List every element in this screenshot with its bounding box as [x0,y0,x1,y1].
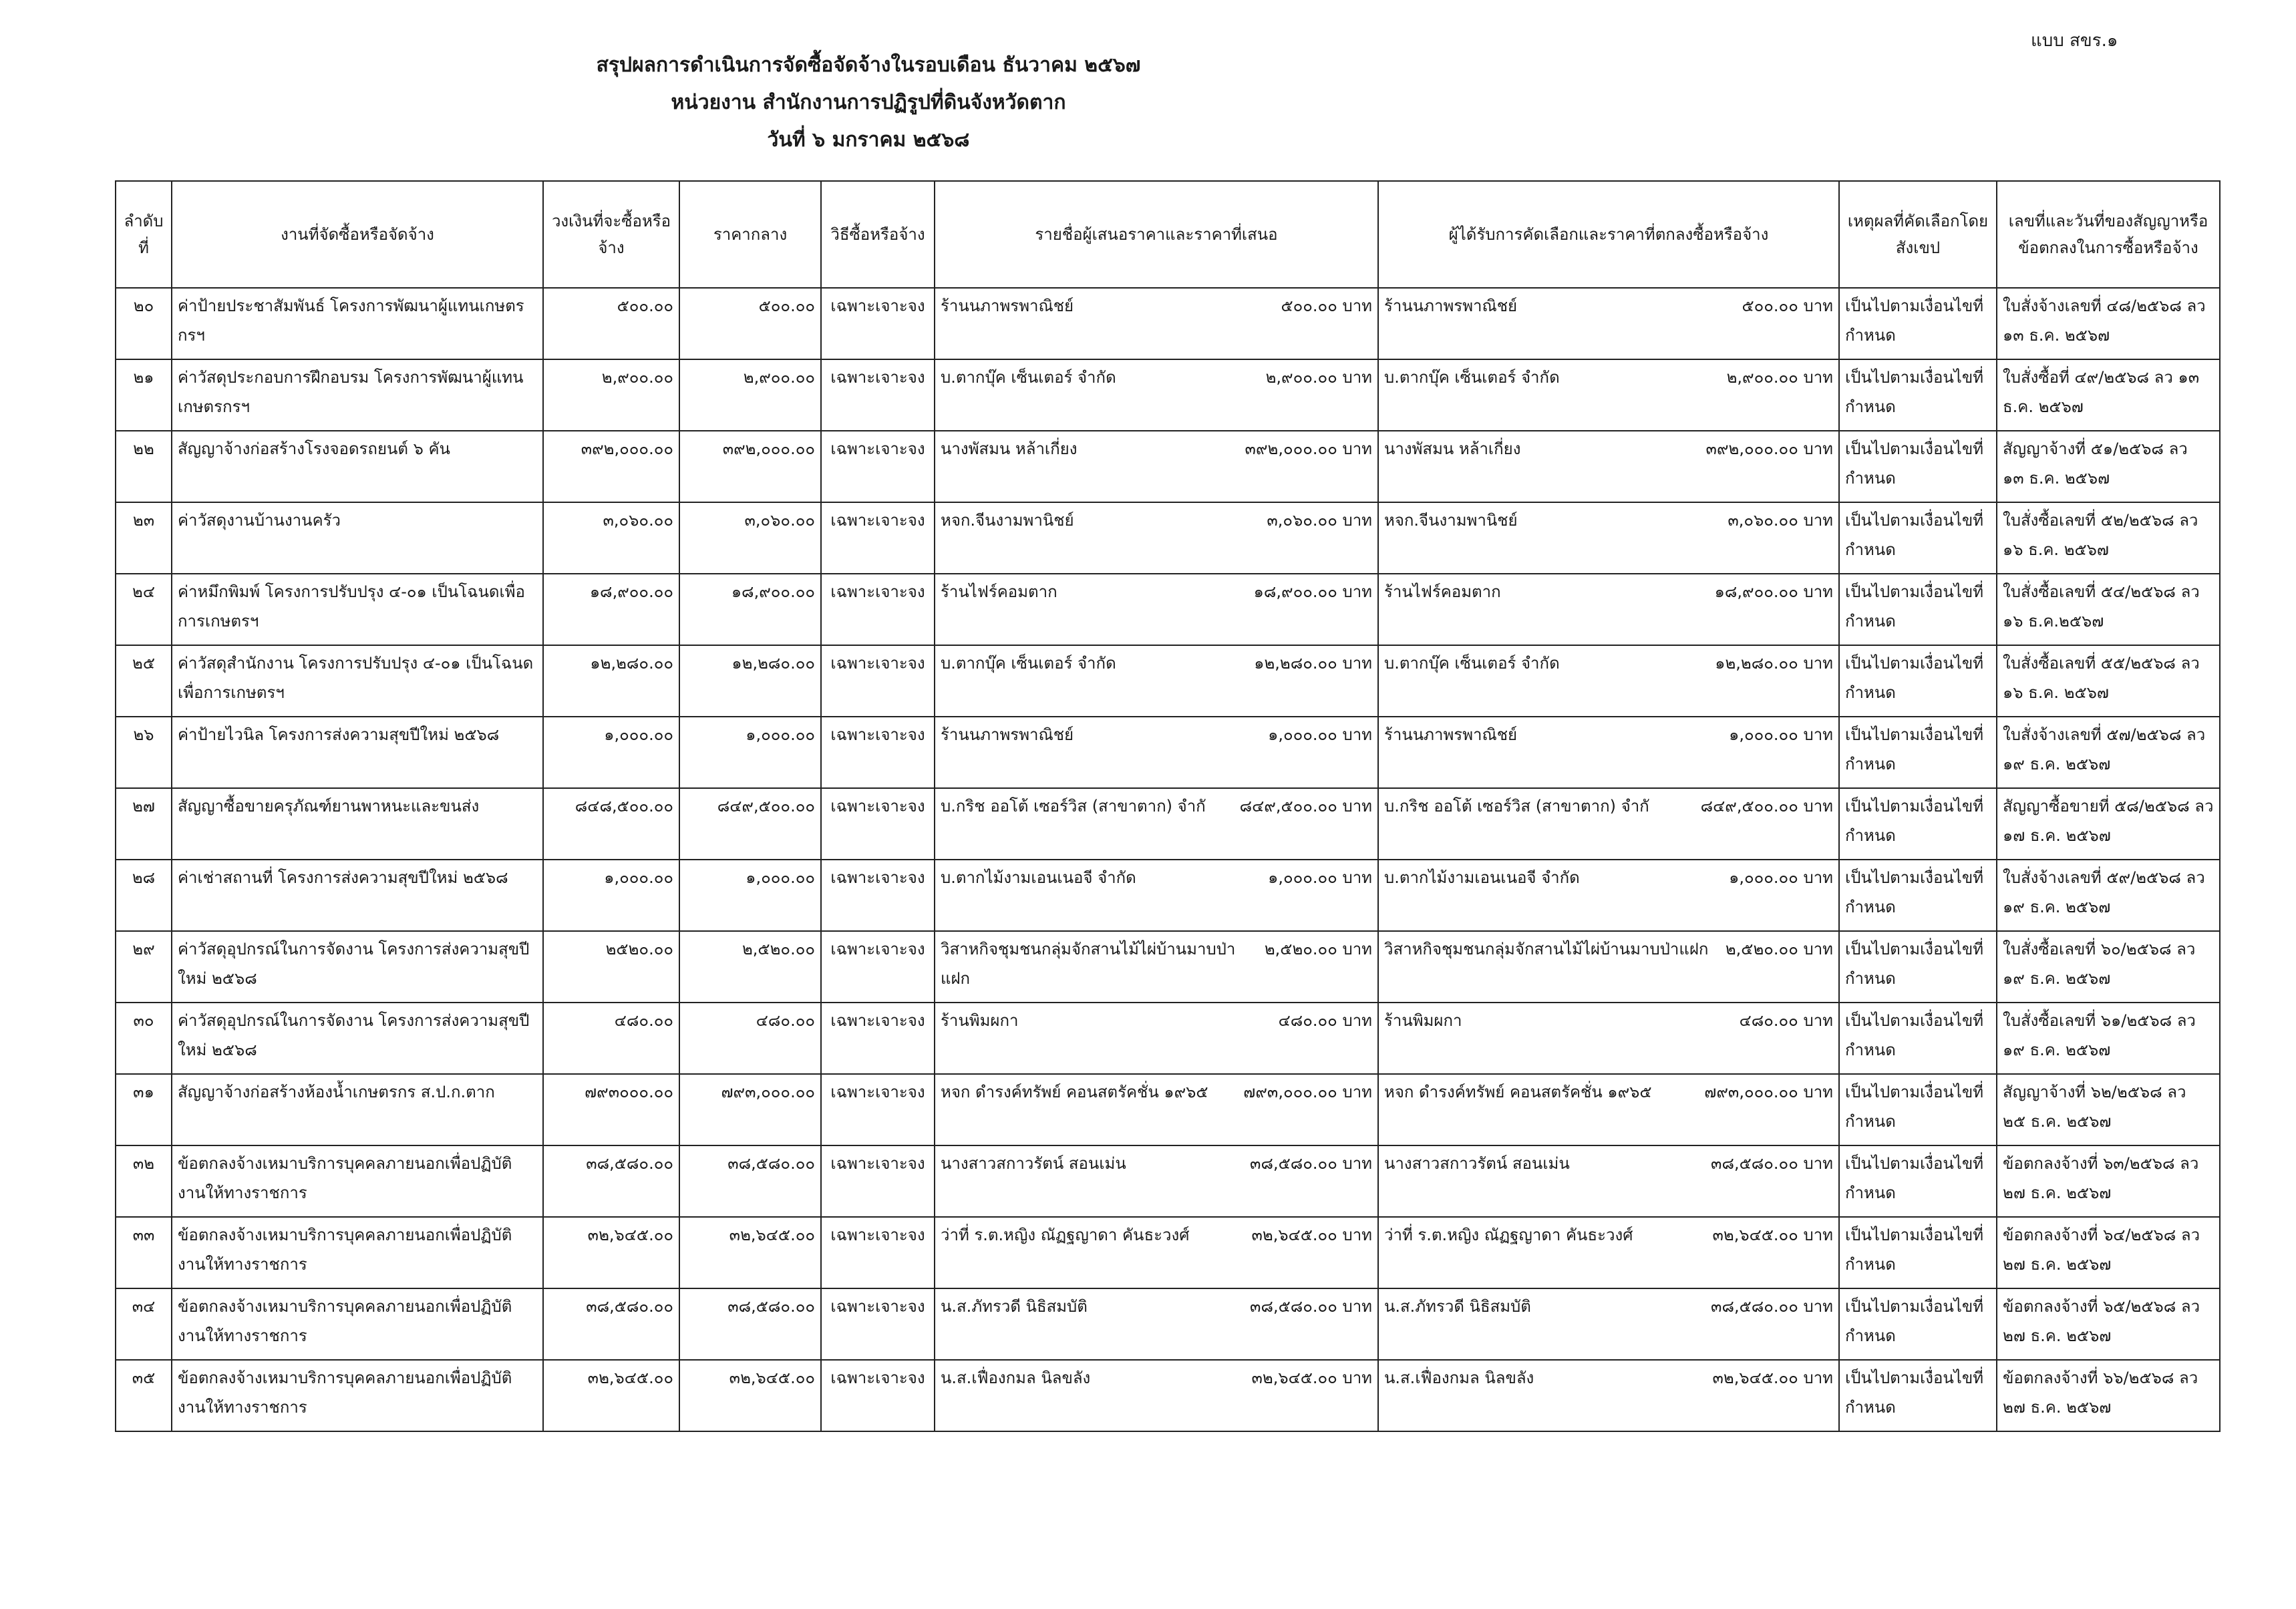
cell-winner [1378,288,1839,359]
winning-amount: ๓,๐๖๐.๐๐ บาท [1728,511,1833,530]
cell-bidder [935,1288,1378,1360]
cell-bidder [935,359,1378,431]
cell-reason: เป็นไปตามเงื่อนไขที่กำหนด [1839,1003,1997,1074]
cell-budget: ๓๒,๖๔๕.๐๐ [543,1360,679,1431]
cell-task: สัญญาซื้อขายครุภัณฑ์ยานพาหนะและขนส่ง [172,788,543,860]
bid-amount: ๓,๐๖๐.๐๐ บาท [1267,511,1372,530]
col-header-no: ลำดับที่ [116,181,172,288]
cell-method: เฉพาะเจาะจง [821,931,935,1003]
cell-budget: ๑,๐๐๐.๐๐ [543,860,679,931]
form-code: แบบ สขร.๑ [2031,31,2118,51]
cell-no: ๓๓ [116,1217,172,1288]
cell-method: เฉพาะเจาะจง [821,574,935,645]
col-header-winner: ผู้ได้รับการคัดเลือกและราคาที่ตกลงซื้อหรือจ้าง [1378,181,1839,288]
bid-amount: ๑๘,๙๐๐.๐๐ บาท [1253,582,1372,601]
cell-winner [1378,788,1839,860]
cell-median-price: ๓๒,๖๔๕.๐๐ [679,1217,821,1288]
table-row [116,574,2220,645]
cell-no: ๓๕ [116,1360,172,1431]
cell-reason: เป็นไปตามเงื่อนไขที่กำหนด [1839,1360,1997,1431]
cell-no: ๓๑ [116,1074,172,1145]
table-row [116,1003,2220,1074]
cell-bidder [935,645,1378,717]
bidder-name: หจก ดำรงค์ทรัพย์ คอนสตรัคชั่น ๑๙๖๕ [941,1083,1208,1101]
cell-contract: ใบสั่งซื้อเลขที่ ๖๑/๒๕๖๘ ลว ๑๙ ธ.ค. ๒๕๖๗ [1997,1003,2220,1074]
cell-winner [1378,1074,1839,1145]
cell-bidder [935,717,1378,788]
table-row [116,1217,2220,1288]
cell-median-price: ๑,๐๐๐.๐๐ [679,860,821,931]
cell-median-price: ๓๙๒,๐๐๐.๐๐ [679,431,821,502]
cell-reason: เป็นไปตามเงื่อนไขที่กำหนด [1839,1074,1997,1145]
winner-name: บ.ตากบุ๊ค เซ็นเตอร์ จำกัด [1384,368,1560,387]
table-row [116,645,2220,717]
cell-winner [1378,1217,1839,1288]
cell-method: เฉพาะเจาะจง [821,1360,935,1431]
cell-winner [1378,1360,1839,1431]
cell-task: ค่าป้ายไวนิล โครงการส่งความสุขปีใหม่ ๒๕๖๘ [172,717,543,788]
cell-method: เฉพาะเจาะจง [821,359,935,431]
bid-amount: ๗๙๓,๐๐๐.๐๐ บาท [1243,1083,1372,1101]
cell-bidder [935,931,1378,1003]
bidder-name: บ.ตากบุ๊ค เซ็นเตอร์ จำกัด [941,368,1116,387]
table-row [116,431,2220,502]
cell-bidder [935,860,1378,931]
cell-method: เฉพาะเจาะจง [821,288,935,359]
cell-reason: เป็นไปตามเงื่อนไขที่กำหนด [1839,931,1997,1003]
cell-median-price: ๓,๐๖๐.๐๐ [679,502,821,574]
cell-no: ๒๔ [116,574,172,645]
table-body [116,288,2220,1431]
cell-median-price: ๒,๕๒๐.๐๐ [679,931,821,1003]
winner-name: น.ส.ภัทรวดี นิธิสมบัติ [1384,1297,1531,1316]
cell-no: ๒๐ [116,288,172,359]
cell-winner [1378,431,1839,502]
bidder-name: ว่าที่ ร.ต.หญิง ณัฏฐญาดา คันธะวงศ์ [941,1226,1190,1244]
cell-reason: เป็นไปตามเงื่อนไขที่กำหนด [1839,1217,1997,1288]
cell-task: ข้อตกลงจ้างเหมาบริการบุคคลภายนอกเพื่อปฏิบัติงานให้ทางราชการ [172,1288,543,1360]
cell-reason: เป็นไปตามเงื่อนไขที่กำหนด [1839,574,1997,645]
cell-method: เฉพาะเจาะจง [821,431,935,502]
cell-no: ๓๐ [116,1003,172,1074]
cell-task: สัญญาจ้างก่อสร้างโรงจอดรถยนต์ ๖ คัน [172,431,543,502]
cell-method: เฉพาะเจาะจง [821,717,935,788]
winning-amount: ๑๒,๒๘๐.๐๐ บาท [1715,654,1833,673]
cell-budget: ๑๒,๒๘๐.๐๐ [543,645,679,717]
document-header [0,47,1737,159]
bidder-name: วิสาหกิจชุมชนกลุ่มจักสานไม้ไผ่บ้านมาบป่าแฝก [941,940,1236,988]
cell-reason: เป็นไปตามเงื่อนไขที่กำหนด [1839,717,1997,788]
cell-bidder [935,1003,1378,1074]
cell-median-price: ๓๒,๖๔๕.๐๐ [679,1360,821,1431]
cell-reason: เป็นไปตามเงื่อนไขที่กำหนด [1839,431,1997,502]
winning-amount: ๓๒,๖๔๕.๐๐ บาท [1712,1369,1833,1387]
cell-reason: เป็นไปตามเงื่อนไขที่กำหนด [1839,288,1997,359]
winner-name: วิสาหกิจชุมชนกลุ่มจักสานไม้ไผ่บ้านมาบป่าแฝก [1384,940,1709,958]
cell-reason: เป็นไปตามเงื่อนไขที่กำหนด [1839,1145,1997,1217]
cell-no: ๒๖ [116,717,172,788]
cell-bidder [935,1360,1378,1431]
cell-bidder [935,1145,1378,1217]
cell-budget: ๘๔๘,๕๐๐.๐๐ [543,788,679,860]
table-row [116,1288,2220,1360]
cell-median-price: ๑๒,๒๘๐.๐๐ [679,645,821,717]
cell-contract: สัญญาจ้างที่ ๖๒/๒๕๖๘ ลว ๒๕ ธ.ค. ๒๕๖๗ [1997,1074,2220,1145]
bidder-name: ร้านไฟร์คอมตาก [941,582,1057,601]
bid-amount: ๒,๕๒๐.๐๐ บาท [1264,940,1372,958]
table-row [116,1074,2220,1145]
winning-amount: ๓๘,๕๘๐.๐๐ บาท [1711,1154,1833,1173]
cell-median-price: ๓๘,๕๘๐.๐๐ [679,1288,821,1360]
table-header-row [116,181,2220,288]
cell-contract: ใบสั่งจ้างเลขที่ ๕๗/๒๕๖๘ ลว ๑๙ ธ.ค. ๒๕๖๗ [1997,717,2220,788]
cell-budget: ๑๘,๙๐๐.๐๐ [543,574,679,645]
cell-winner [1378,574,1839,645]
cell-contract: ใบสั่งซื้อที่ ๔๙/๒๕๖๘ ลว ๑๓ ธ.ค. ๒๕๖๗ [1997,359,2220,431]
cell-no: ๒๙ [116,931,172,1003]
cell-contract: ใบสั่งจ้างเลขที่ ๔๘/๒๕๖๘ ลว ๑๓ ธ.ค. ๒๕๖๗ [1997,288,2220,359]
cell-budget: ๒๕๒๐.๐๐ [543,931,679,1003]
winner-name: ร้านไฟร์คอมตาก [1384,582,1501,601]
bid-amount: ๓๒,๖๔๕.๐๐ บาท [1251,1369,1372,1387]
cell-method: เฉพาะเจาะจง [821,1003,935,1074]
cell-winner [1378,717,1839,788]
cell-winner [1378,1003,1839,1074]
cell-reason: เป็นไปตามเงื่อนไขที่กำหนด [1839,788,1997,860]
col-header-bidders: รายชื่อผู้เสนอราคาและราคาที่เสนอ [935,181,1378,288]
cell-reason: เป็นไปตามเงื่อนไขที่กำหนด [1839,1288,1997,1360]
cell-contract: ใบสั่งซื้อเลขที่ ๖๐/๒๕๖๘ ลว ๑๙ ธ.ค. ๒๕๖๗ [1997,931,2220,1003]
cell-task: ข้อตกลงจ้างเหมาบริการบุคคลภายนอกเพื่อปฏิบัติงานให้ทางราชการ [172,1217,543,1288]
winning-amount: ๒,๕๒๐.๐๐ บาท [1725,940,1833,958]
cell-contract: สัญญาซื้อขายที่ ๕๘/๒๕๖๘ ลว ๑๗ ธ.ค. ๒๕๖๗ [1997,788,2220,860]
winning-amount: ๕๐๐.๐๐ บาท [1742,297,1833,315]
winner-name: นางพัสมน หล้าเกี่ยง [1384,439,1521,458]
cell-no: ๒๒ [116,431,172,502]
winning-amount: ๘๔๙,๕๐๐.๐๐ บาท [1700,797,1833,816]
cell-contract: ข้อตกลงจ้างที่ ๖๕/๒๕๖๘ ลว ๒๗ ธ.ค. ๒๕๖๗ [1997,1288,2220,1360]
cell-no: ๓๒ [116,1145,172,1217]
bidder-name: ร้านนภาพรพาณิชย์ [941,725,1074,744]
bid-amount: ๔๘๐.๐๐ บาท [1278,1011,1372,1030]
cell-contract: ใบสั่งซื้อเลขที่ ๕๒/๒๕๖๘ ลว ๑๖ ธ.ค. ๒๕๖๗ [1997,502,2220,574]
table-row [116,788,2220,860]
cell-budget: ๕๐๐.๐๐ [543,288,679,359]
cell-bidder [935,574,1378,645]
cell-task: ค่าหมึกพิมพ์ โครงการปรับปรุง ๔-๐๑ เป็นโฉนดเพื่อการเกษตรฯ [172,574,543,645]
bid-amount: ๘๔๙,๕๐๐.๐๐ บาท [1239,797,1372,816]
cell-contract: สัญญาจ้างที่ ๕๑/๒๕๖๘ ลว ๑๓ ธ.ค. ๒๕๖๗ [1997,431,2220,502]
bid-amount: ๑,๐๐๐.๐๐ บาท [1268,868,1372,887]
table-row [116,860,2220,931]
cell-median-price: ๕๐๐.๐๐ [679,288,821,359]
cell-no: ๒๗ [116,788,172,860]
bid-amount: ๓๘,๕๘๐.๐๐ บาท [1250,1297,1372,1316]
cell-budget: ๓๘,๕๘๐.๐๐ [543,1145,679,1217]
col-header-contract: เลขที่และวันที่ของสัญญาหรือข้อตกลงในการซื้อหรือจ้าง [1997,181,2220,288]
report-title: สรุปผลการดำเนินการจัดซื้อจัดจ้างในรอบเดือน ธันวาคม ๒๕๖๗ [596,53,1141,77]
winning-amount: ๗๙๓,๐๐๐.๐๐ บาท [1704,1083,1833,1101]
cell-budget: ๔๘๐.๐๐ [543,1003,679,1074]
cell-winner [1378,1288,1839,1360]
cell-winner [1378,931,1839,1003]
cell-contract: ข้อตกลงจ้างที่ ๖๖/๒๕๖๘ ลว ๒๗ ธ.ค. ๒๕๖๗ [1997,1360,2220,1431]
col-header-reason: เหตุผลที่คัดเลือกโดยสังเขป [1839,181,1997,288]
winner-name: บ.ตากบุ๊ค เซ็นเตอร์ จำกัด [1384,654,1560,673]
cell-task: ค่าวัสดุงานบ้านงานครัว [172,502,543,574]
winner-name: ร้านนภาพรพาณิชย์ [1384,725,1518,744]
winning-amount: ๓๒,๖๔๕.๐๐ บาท [1712,1226,1833,1244]
cell-no: ๒๓ [116,502,172,574]
winning-amount: ๑๘,๙๐๐.๐๐ บาท [1714,582,1833,601]
cell-reason: เป็นไปตามเงื่อนไขที่กำหนด [1839,502,1997,574]
cell-method: เฉพาะเจาะจง [821,502,935,574]
col-header-method: วิธีซื้อหรือจ้าง [821,181,935,288]
cell-task: ค่าป้ายประชาสัมพันธ์ โครงการพัฒนาผู้แทนเกษตรกรฯ [172,288,543,359]
cell-median-price: ๒,๙๐๐.๐๐ [679,359,821,431]
cell-bidder [935,431,1378,502]
cell-method: เฉพาะเจาะจง [821,788,935,860]
cell-method: เฉพาะเจาะจง [821,1074,935,1145]
cell-reason: เป็นไปตามเงื่อนไขที่กำหนด [1839,359,1997,431]
bid-amount: ๓๘,๕๘๐.๐๐ บาท [1250,1154,1372,1173]
cell-no: ๒๕ [116,645,172,717]
cell-median-price: ๑,๐๐๐.๐๐ [679,717,821,788]
bidder-name: ร้านนภาพรพาณิชย์ [941,297,1074,315]
cell-task: ค่าวัสดุสำนักงาน โครงการปรับปรุง ๔-๐๑ เป็นโฉนดเพื่อการเกษตรฯ [172,645,543,717]
table-row [116,359,2220,431]
winning-amount: ๑,๐๐๐.๐๐ บาท [1729,725,1833,744]
bidder-name: บ.ตากไม้งามเอนเนอจี จำกัด [941,868,1136,887]
cell-bidder [935,1074,1378,1145]
winner-name: น.ส.เฟื่องกมล นิลขลัง [1384,1369,1534,1387]
table-row [116,1360,2220,1431]
winning-amount: ๒,๙๐๐.๐๐ บาท [1726,368,1833,387]
cell-winner [1378,502,1839,574]
bidder-name: บ.กริช ออโต้ เซอร์วิส (สาขาตาก) จำกั [941,797,1206,816]
cell-budget: ๓๒,๖๔๕.๐๐ [543,1217,679,1288]
winning-amount: ๓๙๒,๐๐๐.๐๐ บาท [1705,439,1833,458]
cell-reason: เป็นไปตามเงื่อนไขที่กำหนด [1839,645,1997,717]
col-header-task: งานที่จัดซื้อหรือจัดจ้าง [172,181,543,288]
col-header-budget: วงเงินที่จะซื้อหรือจ้าง [543,181,679,288]
cell-method: เฉพาะเจาะจง [821,645,935,717]
cell-bidder [935,502,1378,574]
cell-contract: ใบสั่งซื้อเลขที่ ๕๕/๒๕๖๘ ลว ๑๖ ธ.ค. ๒๕๖๗ [1997,645,2220,717]
cell-budget: ๑,๐๐๐.๐๐ [543,717,679,788]
cell-contract: ข้อตกลงจ้างที่ ๖๓/๒๕๖๘ ลว ๒๗ ธ.ค. ๒๕๖๗ [1997,1145,2220,1217]
cell-task: ค่าเช่าสถานที่ โครงการส่งความสุขปีใหม่ ๒๕๖๘ [172,860,543,931]
cell-budget: ๗๙๓๐๐๐.๐๐ [543,1074,679,1145]
bid-amount: ๕๐๐.๐๐ บาท [1281,297,1372,315]
cell-winner [1378,359,1839,431]
winning-amount: ๔๘๐.๐๐ บาท [1739,1011,1833,1030]
cell-reason: เป็นไปตามเงื่อนไขที่กำหนด [1839,860,1997,931]
winning-amount: ๑,๐๐๐.๐๐ บาท [1729,868,1833,887]
cell-method: เฉพาะเจาะจง [821,1145,935,1217]
cell-method: เฉพาะเจาะจง [821,1288,935,1360]
cell-budget: ๓,๐๖๐.๐๐ [543,502,679,574]
bidder-name: นางสาวสกาวรัตน์ สอนเม่น [941,1154,1126,1173]
winner-name: ว่าที่ ร.ต.หญิง ณัฏฐญาดา คันธะวงศ์ [1384,1226,1633,1244]
winner-name: นางสาวสกาวรัตน์ สอนเม่น [1384,1154,1570,1173]
bid-amount: ๓๙๒,๐๐๐.๐๐ บาท [1245,439,1372,458]
cell-budget: ๓๙๒,๐๐๐.๐๐ [543,431,679,502]
cell-budget: ๒,๙๐๐.๐๐ [543,359,679,431]
cell-no: ๒๑ [116,359,172,431]
table-row [116,931,2220,1003]
cell-task: ค่าวัสดุอุปกรณ์ในการจัดงาน โครงการส่งความสุขปีใหม่ ๒๕๖๘ [172,1003,543,1074]
cell-no: ๓๔ [116,1288,172,1360]
cell-winner [1378,645,1839,717]
cell-winner [1378,860,1839,931]
report-date: วันที่ ๖ มกราคม ๒๕๖๘ [767,128,970,152]
cell-task: ข้อตกลงจ้างเหมาบริการบุคคลภายนอกเพื่อปฏิบัติงานให้ทางราชการ [172,1360,543,1431]
agency-line: หน่วยงาน สำนักงานการปฏิรูปที่ดินจังหวัดตาก [671,91,1066,114]
cell-task: ข้อตกลงจ้างเหมาบริการบุคคลภายนอกเพื่อปฏิบัติงานให้ทางราชการ [172,1145,543,1217]
bidder-name: น.ส.เฟื่องกมล นิลขลัง [941,1369,1091,1387]
winner-name: บ.กริช ออโต้ เซอร์วิส (สาขาตาก) จำกั [1384,797,1649,816]
winner-name: หจก ดำรงค์ทรัพย์ คอนสตรัคชั่น ๑๙๖๕ [1384,1083,1652,1101]
cell-task: ค่าวัสดุอุปกรณ์ในการจัดงาน โครงการส่งความสุขปีใหม่ ๒๕๖๘ [172,931,543,1003]
table-row [116,288,2220,359]
cell-median-price: ๔๘๐.๐๐ [679,1003,821,1074]
winner-name: หจก.จีนงามพานิชย์ [1384,511,1518,530]
table-row [116,502,2220,574]
bidder-name: หจก.จีนงามพานิชย์ [941,511,1074,530]
bid-amount: ๑,๐๐๐.๐๐ บาท [1268,725,1372,744]
cell-contract: ใบสั่งจ้างเลขที่ ๕๙/๒๕๖๘ ลว ๑๙ ธ.ค. ๒๕๖๗ [1997,860,2220,931]
cell-contract: ใบสั่งซื้อเลขที่ ๕๔/๒๕๖๘ ลว ๑๖ ธ.ค.๒๕๖๗ [1997,574,2220,645]
bidder-name: นางพัสมน หล้าเกี่ยง [941,439,1078,458]
cell-no: ๒๘ [116,860,172,931]
procurement-table [115,180,2221,1432]
bid-amount: ๓๒,๖๔๕.๐๐ บาท [1251,1226,1372,1244]
bidder-name: ร้านพิมผกา [941,1011,1019,1030]
bidder-name: บ.ตากบุ๊ค เซ็นเตอร์ จำกัด [941,654,1116,673]
cell-median-price: ๗๙๓,๐๐๐.๐๐ [679,1074,821,1145]
cell-bidder [935,288,1378,359]
table-row [116,1145,2220,1217]
bid-amount: ๒,๙๐๐.๐๐ บาท [1265,368,1372,387]
winner-name: ร้านนภาพรพาณิชย์ [1384,297,1518,315]
cell-bidder [935,1217,1378,1288]
col-header-median-price: ราคากลาง [679,181,821,288]
winner-name: ร้านพิมผกา [1384,1011,1462,1030]
winner-name: บ.ตากไม้งามเอนเนอจี จำกัด [1384,868,1580,887]
winning-amount: ๓๘,๕๘๐.๐๐ บาท [1711,1297,1833,1316]
cell-budget: ๓๘,๕๘๐.๐๐ [543,1288,679,1360]
cell-median-price: ๘๔๙,๕๐๐.๐๐ [679,788,821,860]
cell-method: เฉพาะเจาะจง [821,860,935,931]
cell-median-price: ๑๘,๙๐๐.๐๐ [679,574,821,645]
cell-median-price: ๓๘,๕๘๐.๐๐ [679,1145,821,1217]
bid-amount: ๑๒,๒๘๐.๐๐ บาท [1254,654,1372,673]
table-row [116,717,2220,788]
cell-bidder [935,788,1378,860]
bidder-name: น.ส.ภัทรวดี นิธิสมบัติ [941,1297,1088,1316]
cell-contract: ข้อตกลงจ้างที่ ๖๔/๒๕๖๘ ลว ๒๗ ธ.ค. ๒๕๖๗ [1997,1217,2220,1288]
cell-winner [1378,1145,1839,1217]
cell-method: เฉพาะเจาะจง [821,1217,935,1288]
cell-task: ค่าวัสดุประกอบการฝึกอบรม โครงการพัฒนาผู้แทนเกษตรกรฯ [172,359,543,431]
cell-task: สัญญาจ้างก่อสร้างห้องน้ำเกษตรกร ส.ป.ก.ตาก [172,1074,543,1145]
